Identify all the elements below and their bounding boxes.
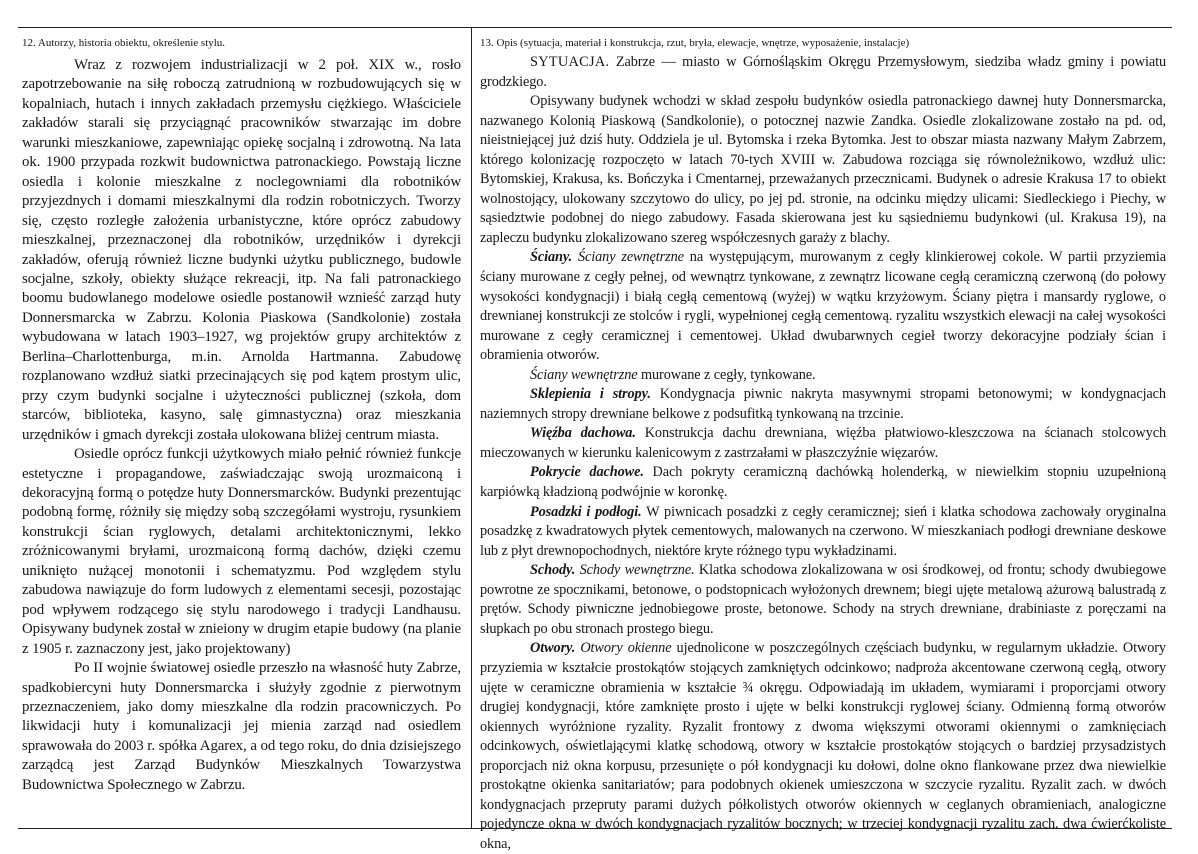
sciany-wewnetrzne-label: Ściany wewnętrzne [530,366,638,383]
column-divider [471,28,472,828]
history-paragraph-1: Wraz z rozwojem industrializacji w 2 poł. XIX w., rosło zapotrzebowanie na siłę roboczą zatrudnioną w rozbudowujących się w kopalniach, hutach i innych zakładach przemysłu ciężkiego. Właściciele zakładów starali się przyciągnąć pracowników stwarzając im dobre warunki mieszkaniowe, zapewniając opiekę socjalną i zdrowotną. Na lata ok. 1900 przypada rozkwit budownictwa patronackiego. Powstają liczne osiedla i kolonie mieszkalne z noclegowniami dla robotników przyjezdnych i domami mieszkalnymi dla rodzin robotniczych. Tworzy się, często rozległe założenia urbanistyczne, które oprócz zabudowy mieszkalnej, przeznaczonej dla robotników, urzędników i dyrekcji zakładów, oferują również liczne budynki użytku publicznego, budowle socjalne, szkoły, obiekty służące rekreacji, itp. Na fali patronackiego boomu budowlanego modelowe osiedle postanowił wznieść zarząd huty Donnersmarcka w Zabrzu. Kolonia Piaskowa (Sandkolonie) została wybudowana w latach 1903–1927, wg projektów grupy architektów z Berlina–Charlottenburga, m.in. Arnolda Hartmanna. Zabudowę rozplanowano wzdłuż siatki przecinających się pod kątem prostym ulic, przy czym budynki socjalne i użyteczności publicznej (szkoła, dom starców, biblioteka, kasyno, salę gimnastyczna) oraz mieszkania urzędników i gmach dyrekcji została ulokowana bliżej centrum miasta. [22,57,461,443]
pokrycie-text: Dach pokryty ceramiczną dachówką holenderką, w niewielkim stopniu uzupełnioną karpiówką kładzioną podwójnie w koronkę. [480,464,1166,501]
pokrycie-heading: Pokrycie dachowe. [530,464,644,481]
schody-heading: Schody. [530,562,576,579]
schody-text: Klatka schodowa zlokalizowana w osi środkowej, od frontu; schody dwubiegowe powrotne ze spocznikami, betonowe, o podstopnicach wyłożonych drewnem; biegi ujęte metalową ażurową balustradą z prętów. Schody piwniczne jednobiegowe proste, betonowe. Schody na strych drewniane, drabiniaste z poręczami na słupkach po obu stronach prostego biegu. [480,562,1166,637]
otwory-text: ujednolicone w poszczególnych częściach budynku, w regularnym układzie. Otwory przyziemia w kształcie prostokątów stojących zamkniętych odcinkowo; nadproża akcentowane czerwoną cegłą, otwory ujęte w ceramiczne obramienia w kształcie ¾ okręgu. Odpowiadają im układem, wymiarami i proporcjami otwory drugiej kondygnacji, które zamknięte prosto i ujęte w belki konstrukcji ryglowej ściany. Odmienną formą otworów okiennych wyróżnione ryzality. Ryzalit frontowy z dwoma większymi otworami okiennymi o zamknięciach odcinkowych, oświetlającymi klatkę schodową, otwory w kształcie prostokątów stojących o bardziej przysadzistych proporcjach niż okna korpusu, przesunięte o pół kondygnacji ku dołowi, dolne okno flankowane przez dwa niewielkie prostokątne okienka sanitariatów; para podobnych okienek umieszczona w szczycie ryzalitu. Ryzalit zach. w dwóch kondygnacjach przepruty parami dużych półkolistych otworów okiennych w ceglanych obramieniach, analogiczne pojedyncze okna w dwóch kondygnacjach ryzalitów bocznych; w trzeciej kondygnacji ryzalitu zach. dwa ćwierćkoliste okna, [480,640,1166,852]
section-13-body [480,53,1166,854]
otwory-heading: Otwory. [530,640,576,657]
history-paragraph-2: Osiedle oprócz funkcji użytkowych miało pełnić również funkcje estetyczne i propagandowe, zaświadczając swoją urozmaiconą i dekoracyjną formą o potędze huty Donnersmarcków. Budynki prezentując podobną formę, różniły się między sobą szczegółami wystroju, rysunkiem konstrukcji ścian ryglowych, detalami architektonicznymi, lekko zróżnicowanymi bryłami, urozmaiconą formą dachów, dzięki czemu uniknięto nużącej monotonii i schematyzmu. Pod względem stylu zabudowa nawiązuje do form ludowych z elementami secesji, pozostając pod wpływem rodzącego się stylu narodowego i tradycji Landhausu. Opisywany budynek został w znieiony w drugim etapie budowy (na planie z 1905 r. zaznaczony jest, jako projektowany) [22,446,461,657]
sklepienia-heading: Sklepienia i stropy. [530,386,651,403]
posadzki-paragraph [480,503,1166,562]
sklepienia-paragraph [480,385,1166,424]
sklepienia-text: Kondygnacja piwnic nakryta masywnymi stropami betonowymi; w kondygnacjach naziemnych stropy drewniane belkowe z podsufitką tynkowaną na trzcinie. [480,386,1166,422]
schody-wewnetrzne-label: Schody wewnętrzne. [579,562,695,579]
posadzki-heading: Posadzki i podłogi. [530,503,642,520]
schody-paragraph [480,561,1166,639]
section-13-column [476,28,1172,852]
history-paragraph-3: Po II wojnie światowej osiedle przeszło na własność huty Zabrze, spadkobiercyni huty Donnersmarcka i służyły zgodnie z pierwotnym przeznaczeniem, jako domy mieszkalne dla rodzin pracowniczych. Po likwidacji huty i komunalizacji jej mienia zarząd nad osiedlem sprawowała do 2003 r. spółka Agarex, a od tego roku, do dnia dzisiejszego zarządcą jest Zarząd Budynków Mieszkalnych Towarzystwa Budownictwa Społecznego w Zabrzu. [22,660,461,793]
section-12-header: 12. Autorzy, historia obiektu, określenie stylu. [22,37,226,49]
document-sheet [18,27,1172,852]
opis-paragraph: Opisywany budynek wchodzi w skład zespołu budynków osiedla patronackiego dawnej huty Donnersmarcka, nazwanego Kolonią Piaskową (Sandkolonie), o potocznej nazwie Zandka. Osiedle zlokalizowane zostało na pd. od, nieistniejącej już dziś huty. Oddziela je ul. Bytomska i rzeka Bytomka. Jest to obszar miasta nazwany Małym Zabrzem, którego kolonizację rozpoczęto w latach 70-tych XVIII w. Zabudowa rozciąga się równoleżnikowo, wzdłuż ulic: Bytomskiej, Krakusa, ks. Bończyka i Cmentarnej, przeważanych przecznicami. Budynek o adresie Krakusa 17 to obiekt wolnostojący, ulokowany szczytowo do ulicy, po jej pd. stronie, na odcinku między ulicami: Siedleckiego i Piechy, w sąsiedztwie podobnej do niego zabudowy. Fasada skierowana jest ku sąsiedniemu budynkowi (ul. Krakusa 19), na zapleczu budynku zlokalizowano szereg współczesnych garaży z blachy. [480,93,1166,246]
otwory-okienne-label: Otwory okienne [580,640,672,657]
section-13-header: 13. Opis (sytuacja, materiał i konstrukcja, rzut, bryła, elewacje, wnętrze, wyposażenie, instalacje) [480,37,910,49]
posadzki-text: W piwnicach posadzki z cegły ceramicznej; sień i klatka schodowa zachowały oryginalna posadzkę z kwadratowych płytek cementowych, malowanych na czerwono. W mieszkaniach podłogi drewniane deskowe lub z płyt drewnopochodnych, niektóre kryte różnego typu wykładzinami. [480,503,1166,559]
wiezba-heading: Więźba dachowa. [530,425,636,442]
sciany-wewnetrzne-paragraph [480,366,1166,386]
section-12-column [18,28,467,828]
pokrycie-paragraph [480,463,1166,502]
wiezba-paragraph [480,424,1166,463]
otwory-paragraph [480,639,1166,854]
sciany-zewnetrzne-text: na występującym, murowanym z cegły klinkierowej cokole. W partii przyziemia ściany murowane z cegły pełnej, od wewnątrz tynkowane, z zewnątrz licowane cegłą ceramiczną czerwoną (do połowy wysokości kondygnacji) i białą cegłą cementową (wyżej) w wątku krzyżowym. Ściany piętra i mansardy ryglowe, o drewnianej konstrukcji ze stolców i rygli, wypełnionej cegłą cementową. ryzalitu wszystkich elewacji na całej wysokości murowane z cegły ceramicznej i cementowej. Układ dwubarwnych cegieł tworzy dekoracyjne podziały ścian i obramienia otworów. [480,249,1166,364]
section-12-body [22,56,461,795]
sciany-heading: Ściany. [530,249,573,266]
sytuacja-heading: SYTUACJA. [530,54,610,70]
wiezba-text: Konstrukcja dachu drewniana, więźba płatwiowo-kleszczowa na ścianach stolcowych mieczowanych w kierunku kalenicowym z zastrzałami w płaszczyźnie więzarów. [480,425,1166,461]
sciany-zewnetrzne-label: Ściany zewnętrzne [577,249,684,266]
sytuacja-text: Zabrze — miasto w Górnośląskim Okręgu Przemysłowym, siedziba władz gminy i powiatu grodzkiego. [480,54,1166,90]
sciany-wewnetrzne-text: murowane z cegły, tynkowane. [637,366,816,383]
sciany-paragraph [480,248,1166,365]
sytuacja-paragraph [480,53,1166,92]
